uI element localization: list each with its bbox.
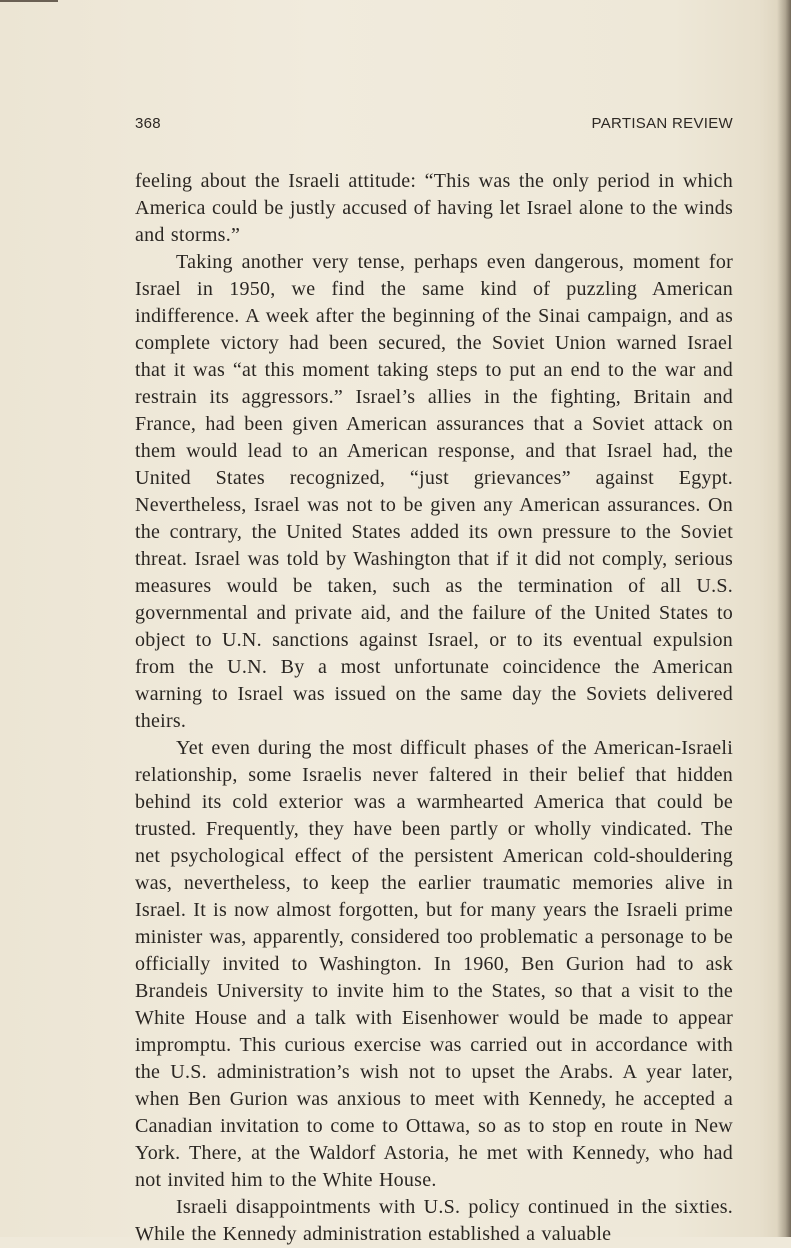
paragraph-continued: feeling about the Israeli attitude: “This was the only period in which America could be justly accused of having let Israel alone to the winds and storms.” [135, 170, 733, 246]
paragraph-cold-shouldering: Yet even during the most difficult phases of the American-Israeli relationship, some Israelis never faltered in their belief that hidden behind its cold exterior was a warmhearted America that could be trusted. Frequently, they have been partly or wholly vindicated. The net psychological effect of the persistent American cold-shouldering was, nevertheless, to keep the earlier traumatic memories alive in Israel. It is now almost forgotten, but for many years the Israeli prime minister was, apparently, considered too problematic a personage to be officially invited to Washington. In 1960, Ben Gurion had to ask Brandeis University to invite him to the States, so that a visit to the White House and a talk with Eisenhower would be made to appear impromptu. This curious exercise was carried out in accordance with the U.S. administration’s wish not to upset the Arabs. A year later, when Ben Gurion was anxious to meet with Kennedy, he accepted a Canadian invitation to come to Ottawa, so as to stop en route in New York. There, at the Waldorf Astoria, he met with Kennedy, who had not invited him to the White House. [135, 737, 733, 1191]
page-number: 368 [135, 115, 161, 132]
paragraph-sixties: Israeli disappointments with U.S. policy continued in the sixties. While the Kennedy administration established a valuable [135, 1196, 733, 1245]
top-edge-rule [0, 0, 58, 2]
paragraph-sinai-campaign: Taking another very tense, perhaps even dangerous, moment for Israel in 1950, we find the same kind of puzzling American indifference. A week after the beginning of the Sinai campaign, and as complete victory had been secured, the Soviet Union warned Israel that it was “at this moment taking steps to put an end to the war and restrain its aggressors.” Israel’s allies in the fighting, Britain and France, had been given American assurances that a Soviet attack on them would lead to an American response, and that Israel had, the United States recognized, “just grievances” against Egypt. Nevertheless, Israel was not to be given any American assurances. On the contrary, the United States added its own pressure to the Soviet threat. Israel was told by Washington that if it did not comply, serious measures would be taken, such as the termination of all U.S. governmental and private aid, and the failure of the United States to object to U.N. sanctions against Israel, or to its eventual expulsion from the U.N. By a most unfortunate coincidence the American warning to Israel was issued on the same day the Soviets delivered theirs. [135, 251, 733, 732]
journal-title: PARTISAN REVIEW [591, 115, 733, 132]
running-head [135, 115, 733, 135]
book-spine-shadow [777, 0, 791, 1237]
article-body [135, 168, 733, 1248]
